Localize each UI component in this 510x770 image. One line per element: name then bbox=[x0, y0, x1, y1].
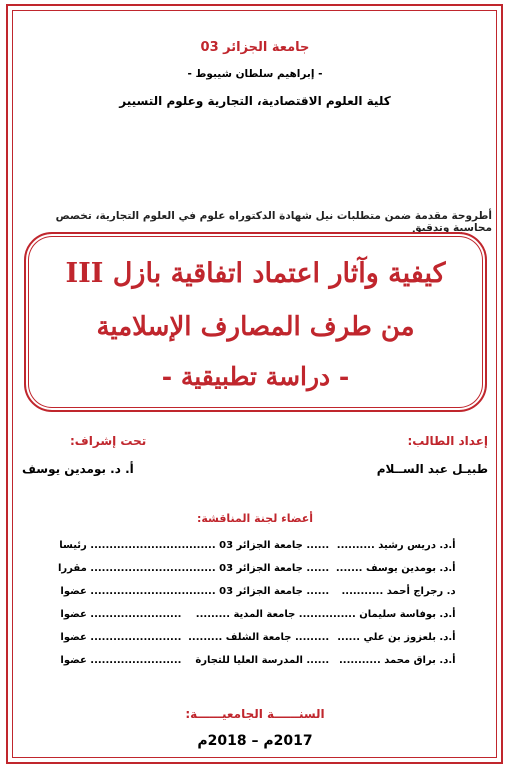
student-name: طبيـل عبد الســلام bbox=[376, 462, 488, 476]
jury-member-institution: ...... المدرسة العليا للتجارة bbox=[195, 655, 330, 666]
jury-member-institution: ...... جامعة الجزائر 03 ......... bbox=[181, 563, 330, 574]
academic-year-label: السنــــــة الجامعيــــــة: bbox=[185, 707, 325, 721]
thesis-description: أطروحة مقدمة ضمن متطلبات نيل شهادة الدكتوراه علوم في العلوم التجارية، تخصص محاسبة وتدقيق bbox=[55, 210, 492, 234]
thesis-title-line-3: - دراسة تطبيقية - bbox=[161, 362, 350, 391]
jury-member-name: أ.د. بومدين يوسف ....... bbox=[335, 563, 456, 574]
jury-member-role: ........................ عضوا bbox=[60, 586, 182, 597]
jury-member-name: د. رجراج أحمد ........... bbox=[341, 586, 456, 597]
supervisor-label: تحت إشراف: bbox=[70, 434, 147, 448]
jury-row bbox=[58, 626, 456, 649]
jury-row bbox=[58, 603, 456, 626]
student-label: إعداد الطالب: bbox=[407, 434, 488, 448]
jury-row bbox=[58, 534, 456, 557]
jury-member-institution: ........ جامعة المدية ......... bbox=[195, 609, 330, 620]
thesis-title-line-1: كيفية وآثار اعتماد اتفاقية بازل III bbox=[65, 258, 446, 289]
university-name: جامعة الجزائر 03 bbox=[200, 40, 310, 55]
jury-member-institution: ......... جامعة الشلف ......... bbox=[188, 632, 330, 643]
jury-member-role: ........................ عضوا bbox=[60, 655, 182, 666]
jury-row bbox=[58, 649, 456, 672]
jury-member-role: ........................ عضوا bbox=[60, 609, 182, 620]
academic-year: 2017م – 2018م bbox=[197, 733, 313, 749]
jury-table bbox=[58, 534, 456, 672]
jury-row bbox=[58, 580, 456, 603]
jury-member-role: ........................ مقررا bbox=[58, 563, 182, 574]
jury-row bbox=[58, 557, 456, 580]
jury-member-name: أ.د. بوفاسة سليمان ....... bbox=[329, 609, 456, 620]
jury-member-name: أ.د. بلعزوز بن علي ...... bbox=[337, 632, 456, 643]
thesis-title-line-2: من طرف المصارف الإسلامية bbox=[96, 312, 415, 342]
university-person-name: - إبراهيم سلطان شيبوط - bbox=[187, 68, 323, 80]
jury-member-name: أ.د. دريس رشيد .......... bbox=[336, 540, 456, 551]
jury-member-institution: ...... جامعة الجزائر 03 ......... bbox=[181, 540, 330, 551]
faculty-name: كلية العلوم الاقتصادية، التجارية وعلوم التسيير bbox=[119, 94, 391, 108]
jury-member-institution: ...... جامعة الجزائر 03 ......... bbox=[181, 586, 330, 597]
jury-title: أعضاء لجنة المناقشة: bbox=[196, 512, 314, 525]
jury-member-name: أ.د. براق محمد ........... bbox=[338, 655, 456, 666]
jury-member-role: ........................ عضوا bbox=[60, 632, 182, 643]
jury-member-role: ........................ رئيسا bbox=[59, 540, 182, 551]
supervisor-name: أ. د. بومدين يوسف bbox=[22, 462, 134, 476]
